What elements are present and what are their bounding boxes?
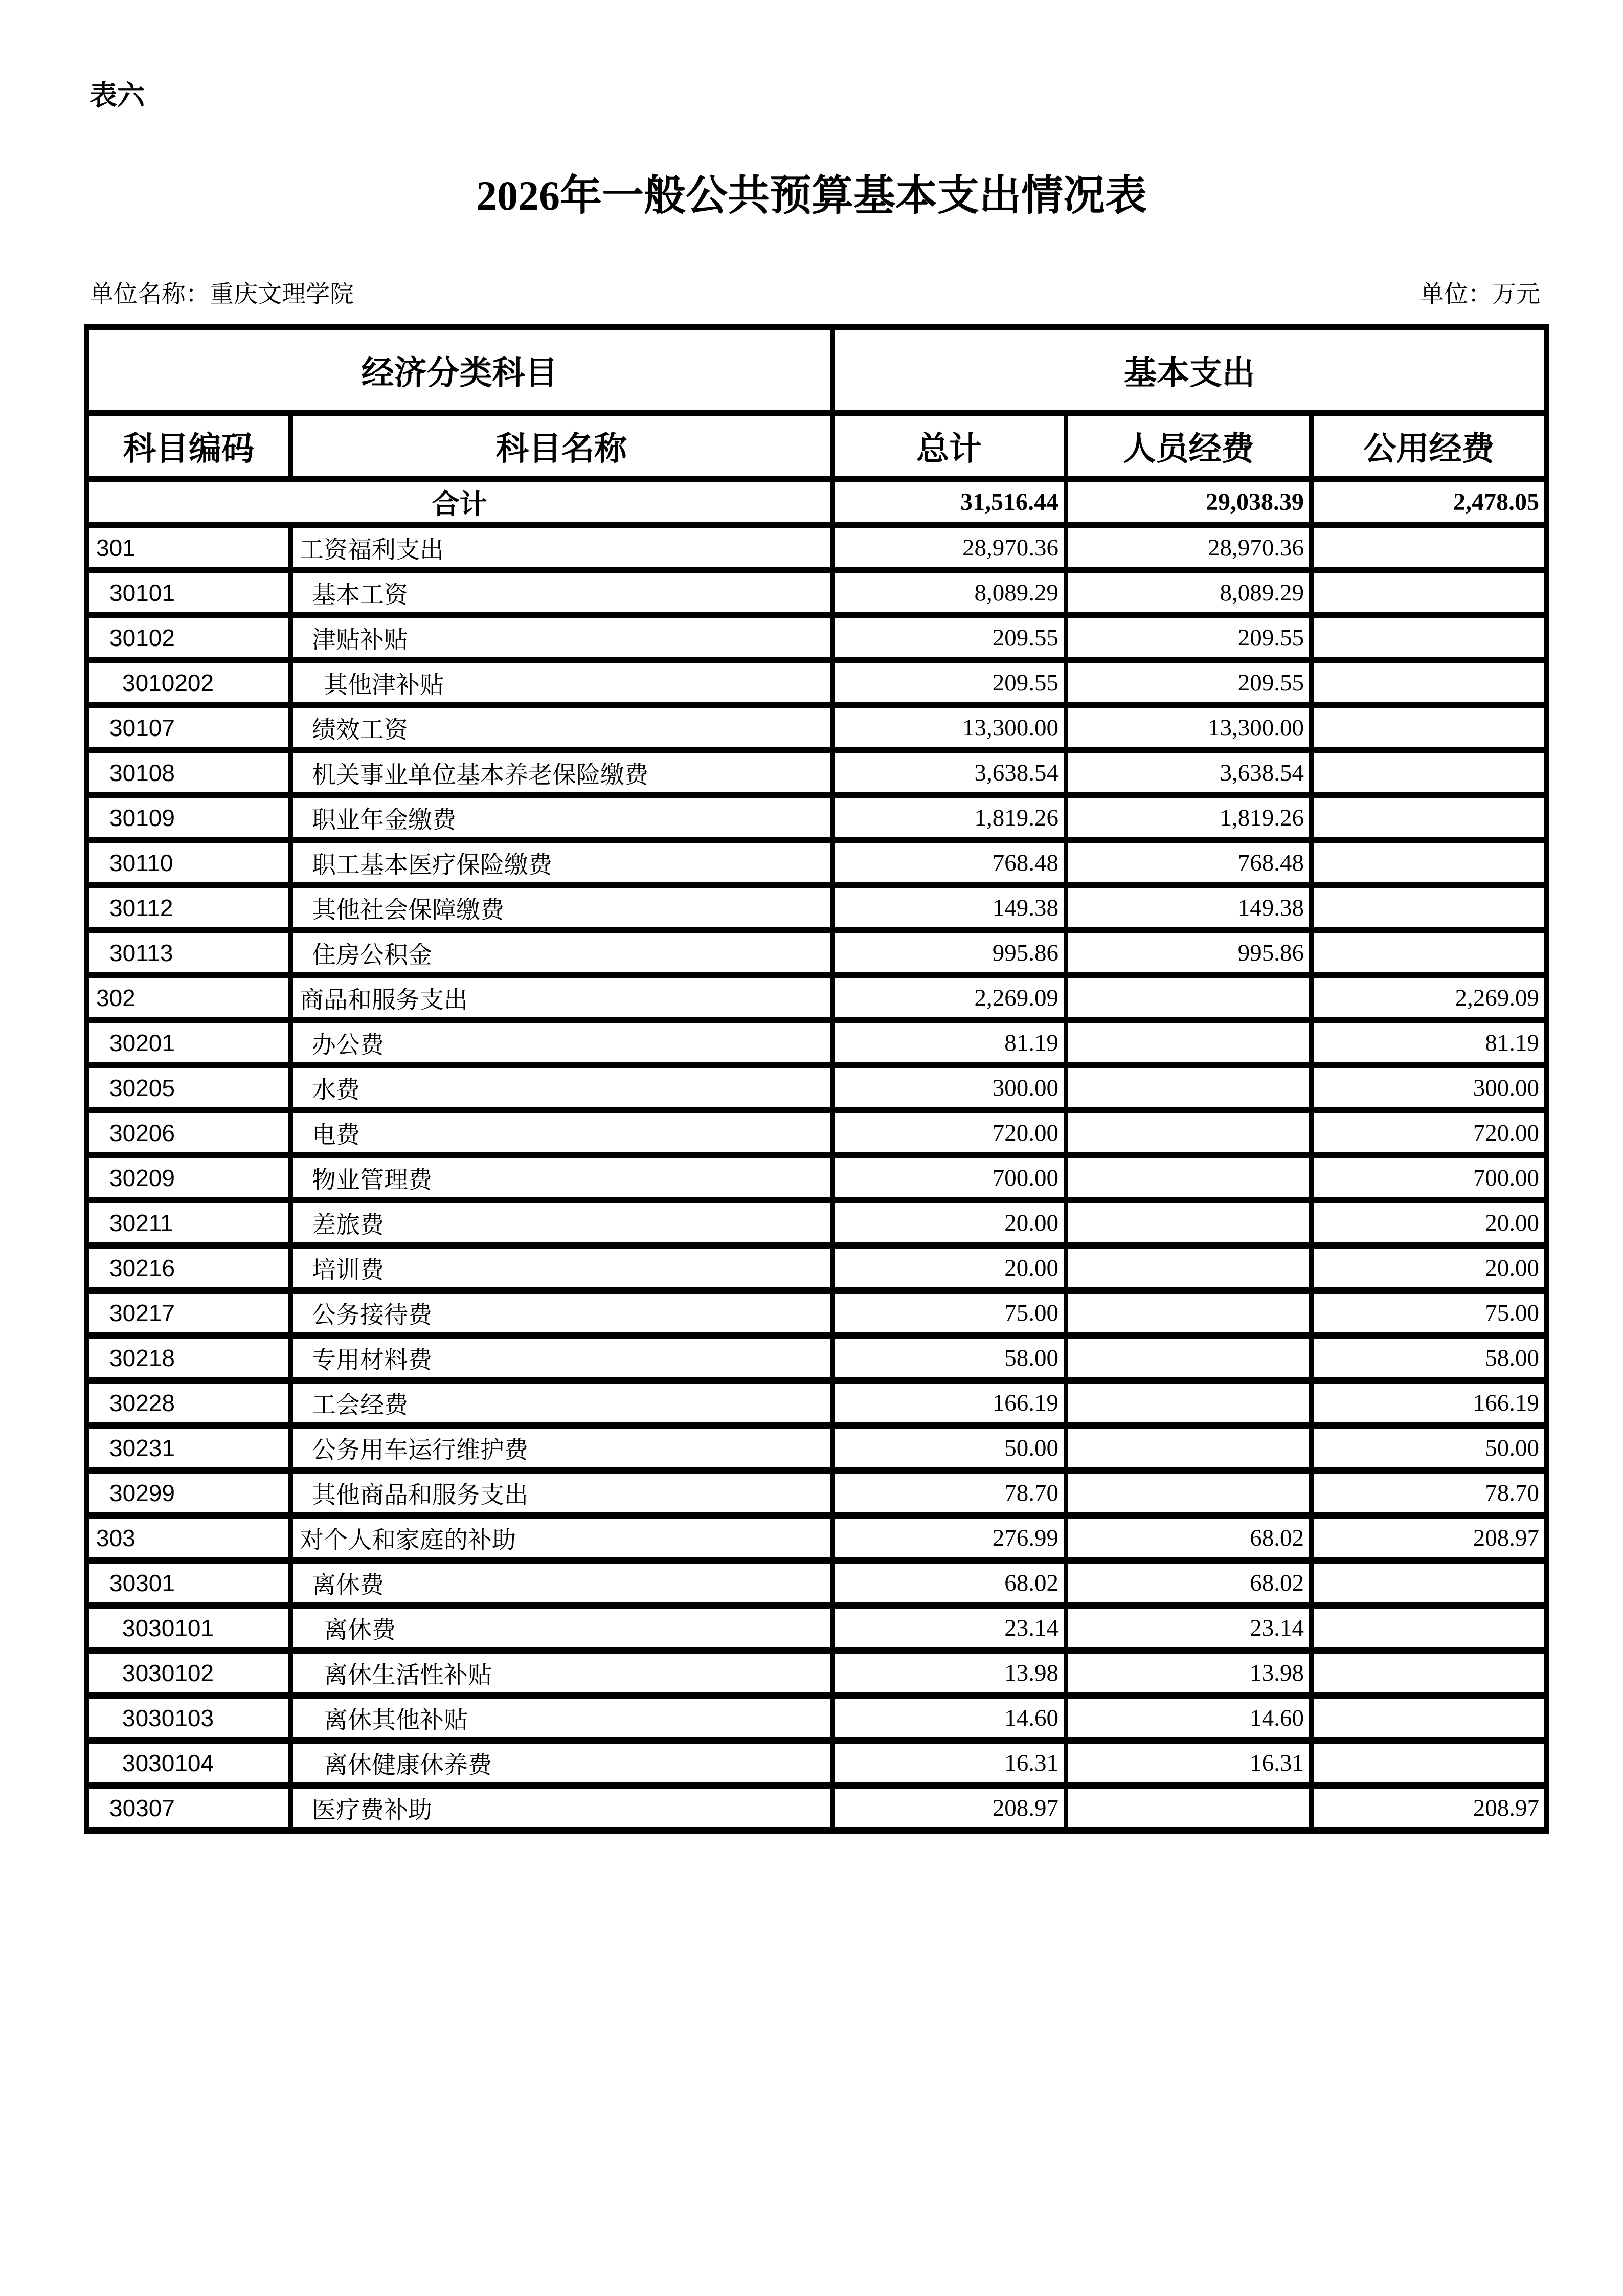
table-row xyxy=(87,1515,1547,1561)
subject-name-cell: 电费 xyxy=(291,1110,832,1155)
meta-row xyxy=(84,280,1544,309)
personnel-funds-cell xyxy=(1066,1470,1312,1515)
table-row xyxy=(87,1425,1547,1470)
table-row xyxy=(87,570,1547,615)
public-funds-cell xyxy=(1312,1741,1547,1786)
total-cell: 20.00 xyxy=(832,1200,1066,1245)
col-header-total: 总计 xyxy=(832,413,1066,479)
subject-code-cell: 3030103 xyxy=(87,1696,291,1741)
page-title: 2026年一般公共预算基本支出情况表 xyxy=(476,172,1147,219)
personnel-funds-cell xyxy=(1066,1020,1312,1065)
subject-name-cell: 其他商品和服务支出 xyxy=(291,1470,832,1515)
personnel-funds-cell: 28,970.36 xyxy=(1066,525,1312,570)
public-funds-cell: 166.19 xyxy=(1312,1380,1547,1425)
subject-code-cell: 30101 xyxy=(87,570,291,615)
personnel-funds-cell xyxy=(1066,1425,1312,1470)
subject-name-cell: 专用材料费 xyxy=(291,1335,832,1380)
table-row xyxy=(87,1290,1547,1335)
table-row xyxy=(87,1245,1547,1290)
total-cell: 768.48 xyxy=(832,840,1066,885)
total-cell: 20.00 xyxy=(832,1245,1066,1290)
public-funds-cell: 208.97 xyxy=(1312,1786,1547,1831)
subject-code-cell: 30205 xyxy=(87,1065,291,1110)
table-row xyxy=(87,1335,1547,1380)
personnel-funds-cell xyxy=(1066,975,1312,1020)
subject-name-cell: 机关事业单位基本养老保险缴费 xyxy=(291,750,832,795)
public-funds-cell xyxy=(1312,525,1547,570)
table-row xyxy=(87,885,1547,930)
total-cell: 75.00 xyxy=(832,1290,1066,1335)
table-row xyxy=(87,975,1547,1020)
public-funds-cell: 700.00 xyxy=(1312,1155,1547,1200)
subject-name-cell: 工资福利支出 xyxy=(291,525,832,570)
total-cell: 2,269.09 xyxy=(832,975,1066,1020)
subject-name-cell: 离休生活性补贴 xyxy=(291,1651,832,1696)
public-funds-cell: 2,269.09 xyxy=(1312,975,1547,1020)
personnel-funds-cell xyxy=(1066,1245,1312,1290)
personnel-funds-cell: 1,819.26 xyxy=(1066,795,1312,840)
personnel-funds-cell xyxy=(1066,1200,1312,1245)
subject-code-cell: 3010202 xyxy=(87,660,291,705)
total-cell: 149.38 xyxy=(832,885,1066,930)
col-header-public-funds: 公用经费 xyxy=(1312,413,1547,479)
total-cell: 81.19 xyxy=(832,1020,1066,1065)
subject-code-cell: 30307 xyxy=(87,1786,291,1831)
subject-name-cell: 职工基本医疗保险缴费 xyxy=(291,840,832,885)
subject-name-cell: 职业年金缴费 xyxy=(291,795,832,840)
public-funds-cell xyxy=(1312,1561,1547,1606)
public-funds-cell: 78.70 xyxy=(1312,1470,1547,1515)
unit-name-label: 单位名称：重庆文理学院 xyxy=(89,281,354,308)
subject-name-cell: 津贴补贴 xyxy=(291,615,832,660)
personnel-funds-cell xyxy=(1066,1290,1312,1335)
table-body xyxy=(87,479,1547,1831)
public-funds-cell xyxy=(1312,885,1547,930)
total-cell: 276.99 xyxy=(832,1515,1066,1561)
table-row xyxy=(87,1065,1547,1110)
table-row xyxy=(87,525,1547,570)
subject-code-cell: 3030104 xyxy=(87,1741,291,1786)
total-cell: 28,970.36 xyxy=(832,525,1066,570)
subject-code-cell: 303 xyxy=(87,1515,291,1561)
total-cell: 700.00 xyxy=(832,1155,1066,1200)
subject-code-cell: 30228 xyxy=(87,1380,291,1425)
public-funds-cell: 300.00 xyxy=(1312,1065,1547,1110)
subject-name-cell: 办公费 xyxy=(291,1020,832,1065)
group-header-row xyxy=(87,327,1547,413)
public-funds-cell xyxy=(1312,570,1547,615)
subject-code-cell: 30206 xyxy=(87,1110,291,1155)
total-public-cell: 2,478.05 xyxy=(1312,479,1547,525)
total-cell: 166.19 xyxy=(832,1380,1066,1425)
personnel-funds-cell: 23.14 xyxy=(1066,1606,1312,1651)
total-cell: 8,089.29 xyxy=(832,570,1066,615)
subject-name-cell: 水费 xyxy=(291,1065,832,1110)
col-header-personnel-funds: 人员经费 xyxy=(1066,413,1312,479)
subject-code-cell: 30211 xyxy=(87,1200,291,1245)
budget-table xyxy=(84,324,1549,1834)
subject-name-cell: 离休费 xyxy=(291,1606,832,1651)
public-funds-cell xyxy=(1312,660,1547,705)
sheet-tag: 表六 xyxy=(89,80,145,111)
public-funds-cell xyxy=(1312,840,1547,885)
table-row xyxy=(87,1200,1547,1245)
subject-name-cell: 物业管理费 xyxy=(291,1155,832,1200)
unit-label: 单位：万元 xyxy=(1420,281,1540,308)
total-cell: 58.00 xyxy=(832,1335,1066,1380)
table-row xyxy=(87,1470,1547,1515)
public-funds-cell xyxy=(1312,930,1547,975)
subject-name-cell: 公务用车运行维护费 xyxy=(291,1425,832,1470)
personnel-funds-cell: 14.60 xyxy=(1066,1696,1312,1741)
personnel-funds-cell: 149.38 xyxy=(1066,885,1312,930)
public-funds-cell xyxy=(1312,1651,1547,1696)
total-cell: 300.00 xyxy=(832,1065,1066,1110)
public-funds-cell: 720.00 xyxy=(1312,1110,1547,1155)
public-funds-cell: 208.97 xyxy=(1312,1515,1547,1561)
subject-name-cell: 离休费 xyxy=(291,1561,832,1606)
subject-code-cell: 30217 xyxy=(87,1290,291,1335)
subject-code-cell: 30102 xyxy=(87,615,291,660)
total-cell: 13,300.00 xyxy=(832,705,1066,750)
table-row xyxy=(87,1606,1547,1651)
table-row xyxy=(87,1696,1547,1741)
header-economic-category: 经济分类科目 xyxy=(87,327,832,413)
total-cell: 720.00 xyxy=(832,1110,1066,1155)
table-row xyxy=(87,750,1547,795)
subject-code-cell: 30113 xyxy=(87,930,291,975)
public-funds-cell xyxy=(1312,705,1547,750)
table-row xyxy=(87,1110,1547,1155)
subject-code-cell: 30231 xyxy=(87,1425,291,1470)
public-funds-cell xyxy=(1312,1606,1547,1651)
col-header-subject-name: 科目名称 xyxy=(291,413,832,479)
subject-code-cell: 3030101 xyxy=(87,1606,291,1651)
table-row xyxy=(87,705,1547,750)
table-row xyxy=(87,1786,1547,1831)
personnel-funds-cell xyxy=(1066,1786,1312,1831)
subject-name-cell: 培训费 xyxy=(291,1245,832,1290)
personnel-funds-cell: 68.02 xyxy=(1066,1561,1312,1606)
table-row xyxy=(87,1561,1547,1606)
total-cell: 3,638.54 xyxy=(832,750,1066,795)
subject-code-cell: 30201 xyxy=(87,1020,291,1065)
subject-name-cell: 其他社会保障缴费 xyxy=(291,885,832,930)
total-cell: 16.31 xyxy=(832,1741,1066,1786)
total-cell: 23.14 xyxy=(832,1606,1066,1651)
table-row xyxy=(87,1380,1547,1425)
subject-code-cell: 30216 xyxy=(87,1245,291,1290)
subject-name-cell: 对个人和家庭的补助 xyxy=(291,1515,832,1561)
personnel-funds-cell xyxy=(1066,1155,1312,1200)
subject-name-cell: 医疗费补助 xyxy=(291,1786,832,1831)
subject-name-cell: 公务接待费 xyxy=(291,1290,832,1335)
personnel-funds-cell xyxy=(1066,1065,1312,1110)
subject-code-cell: 302 xyxy=(87,975,291,1020)
table-total-row xyxy=(87,479,1547,525)
personnel-funds-cell: 209.55 xyxy=(1066,615,1312,660)
total-cell: 208.97 xyxy=(832,1786,1066,1831)
table-row xyxy=(87,615,1547,660)
personnel-funds-cell: 768.48 xyxy=(1066,840,1312,885)
public-funds-cell xyxy=(1312,750,1547,795)
subject-code-cell: 30209 xyxy=(87,1155,291,1200)
subject-code-cell: 30109 xyxy=(87,795,291,840)
personnel-funds-cell: 995.86 xyxy=(1066,930,1312,975)
personnel-funds-cell: 3,638.54 xyxy=(1066,750,1312,795)
subject-name-cell: 商品和服务支出 xyxy=(291,975,832,1020)
subject-name-cell: 离休健康休养费 xyxy=(291,1741,832,1786)
public-funds-cell xyxy=(1312,795,1547,840)
total-sum-cell: 31,516.44 xyxy=(832,479,1066,525)
subject-code-cell: 30299 xyxy=(87,1470,291,1515)
total-cell: 209.55 xyxy=(832,615,1066,660)
public-funds-cell: 50.00 xyxy=(1312,1425,1547,1470)
subject-code-cell: 30112 xyxy=(87,885,291,930)
subject-name-cell: 离休其他补贴 xyxy=(291,1696,832,1741)
subject-code-cell: 30110 xyxy=(87,840,291,885)
personnel-funds-cell: 68.02 xyxy=(1066,1515,1312,1561)
personnel-funds-cell: 16.31 xyxy=(1066,1741,1312,1786)
subject-code-cell: 30107 xyxy=(87,705,291,750)
public-funds-cell: 20.00 xyxy=(1312,1245,1547,1290)
total-cell: 1,819.26 xyxy=(832,795,1066,840)
personnel-funds-cell xyxy=(1066,1380,1312,1425)
table-row xyxy=(87,1741,1547,1786)
subject-name-cell: 绩效工资 xyxy=(291,705,832,750)
subject-name-cell: 住房公积金 xyxy=(291,930,832,975)
public-funds-cell xyxy=(1312,615,1547,660)
table-row xyxy=(87,930,1547,975)
subject-code-cell: 3030102 xyxy=(87,1651,291,1696)
personnel-funds-cell xyxy=(1066,1110,1312,1155)
personnel-funds-cell: 8,089.29 xyxy=(1066,570,1312,615)
public-funds-cell: 20.00 xyxy=(1312,1200,1547,1245)
subject-code-cell: 30301 xyxy=(87,1561,291,1606)
public-funds-cell: 58.00 xyxy=(1312,1335,1547,1380)
table-row xyxy=(87,795,1547,840)
subject-name-cell: 其他津补贴 xyxy=(291,660,832,705)
col-header-subject-code: 科目编码 xyxy=(87,413,291,479)
header-basic-expenditure: 基本支出 xyxy=(832,327,1547,413)
public-funds-cell xyxy=(1312,1696,1547,1741)
public-funds-cell: 81.19 xyxy=(1312,1020,1547,1065)
total-cell: 209.55 xyxy=(832,660,1066,705)
personnel-funds-cell xyxy=(1066,1335,1312,1380)
table-row xyxy=(87,660,1547,705)
table-row xyxy=(87,840,1547,885)
personnel-funds-cell: 13,300.00 xyxy=(1066,705,1312,750)
public-funds-cell: 75.00 xyxy=(1312,1290,1547,1335)
subject-code-cell: 301 xyxy=(87,525,291,570)
subject-name-cell: 基本工资 xyxy=(291,570,832,615)
total-personnel-cell: 29,038.39 xyxy=(1066,479,1312,525)
total-cell: 50.00 xyxy=(832,1425,1066,1470)
table-row xyxy=(87,1651,1547,1696)
total-cell: 68.02 xyxy=(832,1561,1066,1606)
subject-code-cell: 30108 xyxy=(87,750,291,795)
table-row xyxy=(87,1020,1547,1065)
subject-code-cell: 30218 xyxy=(87,1335,291,1380)
total-label: 合计 xyxy=(87,479,832,525)
personnel-funds-cell: 209.55 xyxy=(1066,660,1312,705)
column-header-row xyxy=(87,413,1547,479)
personnel-funds-cell: 13.98 xyxy=(1066,1651,1312,1696)
total-cell: 78.70 xyxy=(832,1470,1066,1515)
subject-name-cell: 差旅费 xyxy=(291,1200,832,1245)
table-row xyxy=(87,1155,1547,1200)
total-cell: 995.86 xyxy=(832,930,1066,975)
total-cell: 14.60 xyxy=(832,1696,1066,1741)
subject-name-cell: 工会经费 xyxy=(291,1380,832,1425)
total-cell: 13.98 xyxy=(832,1651,1066,1696)
